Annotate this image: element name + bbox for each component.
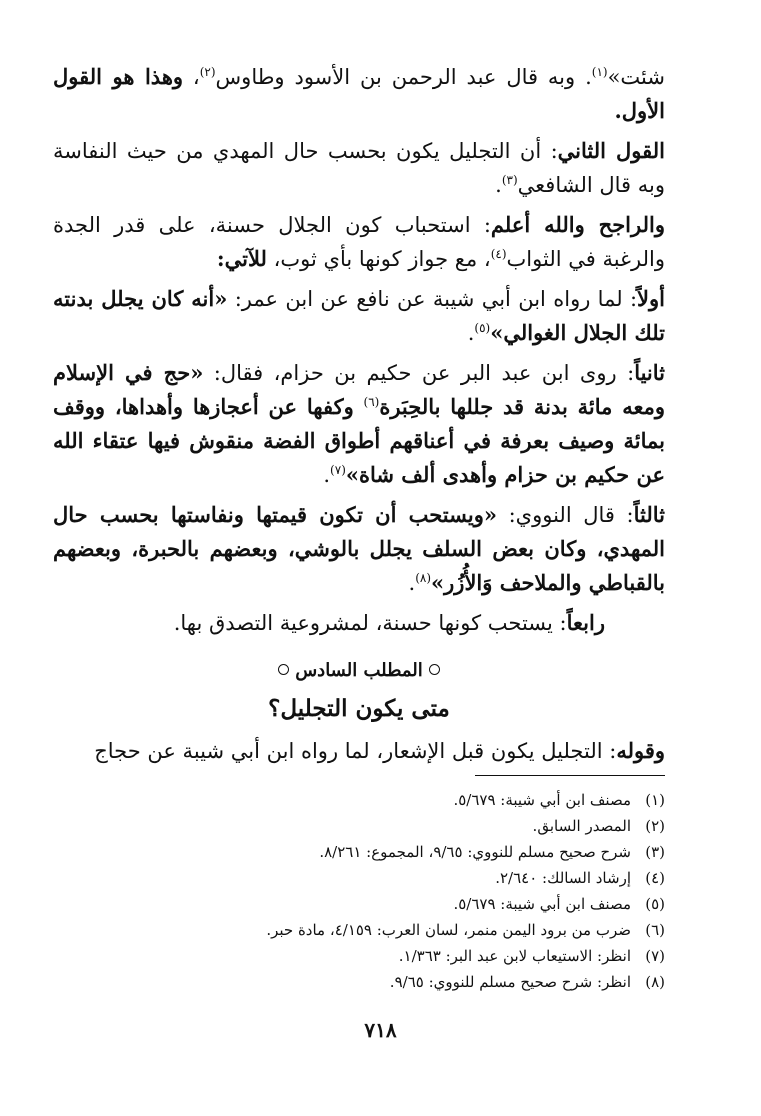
footnote-ref[interactable]: (٧) <box>330 463 346 477</box>
footnote-number: (٨) <box>645 973 665 991</box>
paragraph-second-opinion <box>53 134 665 202</box>
text-run: . <box>495 173 502 197</box>
text-run: : لما رواه ابن أبي شيبة عن نافع عن ابن عمر: <box>227 287 638 311</box>
paragraph-lead: ثالثاً <box>633 502 665 527</box>
footnote-number: (٣) <box>645 843 665 861</box>
text-run: : استحباب كون الجلال حسنة، على قدر الجدة والرغبة في الثواب <box>53 213 665 271</box>
footnote-number: (٤) <box>645 869 665 887</box>
text-run: : يستحب كونها حسنة، لمشروعية التصدق بها. <box>173 611 567 635</box>
footnote-item <box>53 943 665 969</box>
footnote-number: (٧) <box>645 947 665 965</box>
bold-text-run: وكفها عن أعجازها وأهداها، ووقف بمائة وصيف بعرفة في أعناقهم أطواق الفضة منقوش فيها عتقاء الله عن حكيم بن حزام وأهدى ألف شاة» <box>53 394 665 487</box>
footnotes-list <box>53 787 665 995</box>
footnote-number: (٦) <box>645 921 665 939</box>
text-run: . <box>467 321 475 345</box>
footnote-item <box>53 865 665 891</box>
bold-text-run: «أنه كان يجلل بدنته تلك الجلال الغوالي» <box>53 286 665 345</box>
footnote-text: انظر: شرح صحيح مسلم للنووي: ٩/٦٥. <box>389 973 631 991</box>
footnote-ref[interactable]: (٥) <box>474 321 491 335</box>
text-run: ، <box>183 65 200 89</box>
paragraph-lead: وقوله <box>616 738 665 763</box>
text-run: : قال النووي: <box>497 503 634 527</box>
text-run: . <box>408 571 416 595</box>
paragraph-second <box>53 356 665 492</box>
section-label-text: المطلب السادس <box>295 660 423 681</box>
footnote-text: إرشاد السالك: ٢/٦٤٠. <box>495 869 631 887</box>
footnote-text: شرح صحيح مسلم للنووي: ٩/٦٥، المجموع: ٨/٢٦١. <box>319 843 631 861</box>
footnote-ref[interactable]: (٢) <box>199 65 216 79</box>
text-run: شئت» <box>607 65 665 89</box>
footnote-text: انظر: الاستيعاب لابن عبد البر: ١/٣٦٣. <box>398 947 631 965</box>
text-run: : أن التجليل يكون بحسب حال المهدي من حيث النفاسة وبه قال الشافعي <box>53 139 665 197</box>
paragraph-lead: رابعاً <box>566 610 605 635</box>
footnote-item <box>53 839 665 865</box>
footnote-ref[interactable]: (٦) <box>363 395 380 409</box>
section-label <box>53 654 665 688</box>
footnote-item <box>53 787 665 813</box>
bold-text-run: «ويستحب أن تكون قيمتها ونفاستها بحسب حال المهدي، وكان بعض السلف يجلل بالوشي، وبعضهم بالحبرة، وبعضهم بالقباطي والملاحف وَالأُزُر» <box>53 502 665 595</box>
text-run: . وبه قال عبد الرحمن بن الأسود وطاوس <box>215 65 592 89</box>
text-run: : التجليل يكون قبل الإشعار، لما رواه ابن أبي شيبة عن حجاج <box>94 739 617 763</box>
bold-text-run: «حج في الإسلام ومعه مائة بدنة قد جللها بالحِبَرة <box>53 360 665 419</box>
footnote-text: مصنف ابن أبي شيبة: ٥/٦٧٩. <box>453 791 631 809</box>
footnote-item <box>53 969 665 995</box>
footnote-text: مصنف ابن أبي شيبة: ٥/٦٧٩. <box>453 895 631 913</box>
paragraph-fourth <box>53 606 665 640</box>
footnote-item <box>53 917 665 943</box>
footnote-text: ضرب من برود اليمن منمر، لسان العرب: ٤/١٥٩، مادة حبر. <box>266 921 631 939</box>
paragraph-lead: القول الثاني <box>557 138 666 163</box>
footnote-text: المصدر السابق. <box>532 817 631 835</box>
bold-text-run: وهذا هو القول الأول. <box>53 64 665 123</box>
section-title: متى يكون التجليل؟ <box>268 695 450 722</box>
page-number: ٧١٨ <box>364 1018 397 1042</box>
footnote-item <box>53 891 665 917</box>
circle-ornament-icon <box>429 664 440 675</box>
paragraph-lead: ثانياً <box>634 360 666 385</box>
paragraph-third <box>53 498 665 600</box>
footnote-number: (٢) <box>645 817 665 835</box>
footnote-ref[interactable]: (٤) <box>490 247 507 261</box>
paragraph-intro <box>53 60 665 128</box>
paragraph-lead: أولاً <box>637 286 665 311</box>
paragraph-first <box>53 282 665 350</box>
footnote-number: (٥) <box>645 895 665 913</box>
text-run: . <box>323 463 331 487</box>
text-run: : روى ابن عبد البر عن حكيم بن حزام، فقال: <box>203 361 635 385</box>
bold-text-run: للآتي: <box>216 246 267 271</box>
footnote-ref[interactable]: (١) <box>591 65 608 79</box>
footnote-number: (١) <box>645 791 665 809</box>
paragraph-preferred <box>53 208 665 276</box>
text-run: ، مع جواز كونها بأي ثوب، <box>266 247 491 271</box>
main-text <box>53 60 665 774</box>
footnote-item <box>53 813 665 839</box>
footnote-ref[interactable]: (٣) <box>501 173 518 187</box>
paragraph-lead: والراجح والله أعلم <box>490 212 665 237</box>
footnote-divider <box>475 775 665 776</box>
paragraph-continuation <box>53 734 665 768</box>
footnote-ref[interactable]: (٨) <box>415 571 432 585</box>
circle-ornament-icon <box>278 664 289 675</box>
